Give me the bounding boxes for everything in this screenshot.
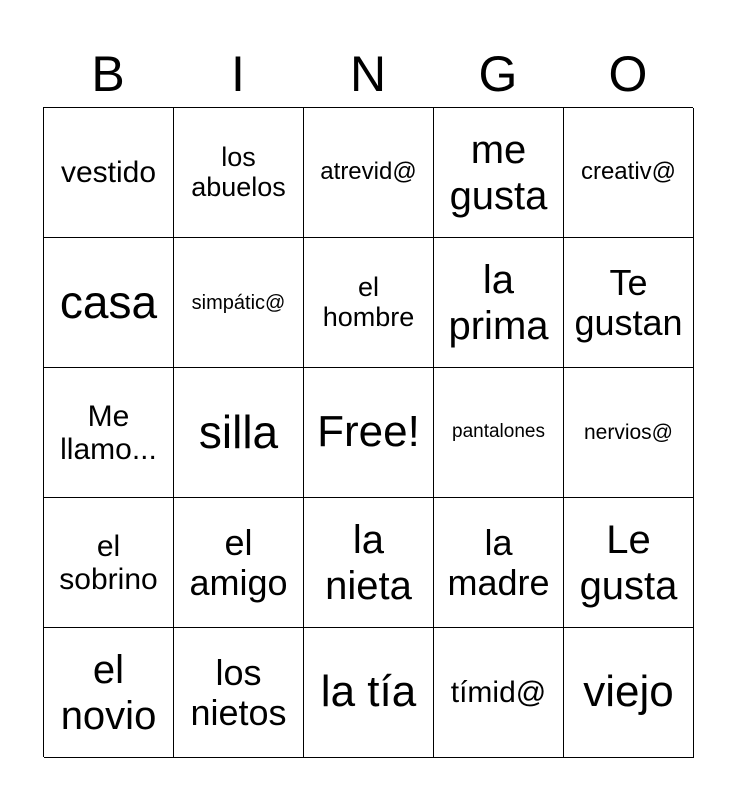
bingo-cell-r4c1[interactable]: el sobrino [44, 498, 174, 628]
bingo-cell-r1c3[interactable]: atrevid@ [304, 108, 434, 238]
bingo-cell-r3c2[interactable]: silla [174, 368, 304, 498]
header-letter-b: B [91, 46, 125, 102]
bingo-cell-r5c1[interactable]: el novio [44, 628, 174, 758]
bingo-cell-r3c1[interactable]: Me llamo... [44, 368, 174, 498]
bingo-cell-r4c3[interactable]: la nieta [304, 498, 434, 628]
header-letter-n: N [349, 46, 387, 102]
bingo-cell-r5c3[interactable]: la tía [304, 628, 434, 758]
bingo-cell-r2c5[interactable]: Te gustan [564, 238, 694, 368]
bingo-cell-r5c5[interactable]: viejo [564, 628, 694, 758]
header-letter-o: O [608, 46, 648, 102]
bingo-cell-r4c4[interactable]: la madre [434, 498, 564, 628]
header-letter-g: G [478, 46, 518, 102]
bingo-cell-r4c5[interactable]: Le gusta [564, 498, 694, 628]
bingo-header [43, 44, 693, 104]
bingo-cell-r4c2[interactable]: el amigo [174, 498, 304, 628]
bingo-cell-r3c4[interactable]: pantalones [434, 368, 564, 498]
bingo-cell-r1c5[interactable]: creativ@ [564, 108, 694, 238]
bingo-cell-r2c1[interactable]: casa [44, 238, 174, 368]
bingo-cell-r2c4[interactable]: la prima [434, 238, 564, 368]
header-letter-i: I [231, 46, 245, 102]
bingo-cell-r3c3[interactable]: Free! [304, 368, 434, 498]
bingo-cell-r1c2[interactable]: los abuelos [174, 108, 304, 238]
bingo-cell-r5c4[interactable]: tímid@ [434, 628, 564, 758]
bingo-cell-r2c2[interactable]: simpátic@ [174, 238, 304, 368]
bingo-cell-r3c5[interactable]: nervios@ [564, 368, 694, 498]
bingo-cell-r1c4[interactable]: me gusta [434, 108, 564, 238]
bingo-cell-r1c1[interactable]: vestido [44, 108, 174, 238]
bingo-cell-r2c3[interactable]: el hombre [304, 238, 434, 368]
bingo-card [43, 107, 693, 757]
bingo-cell-r5c2[interactable]: los nietos [174, 628, 304, 758]
